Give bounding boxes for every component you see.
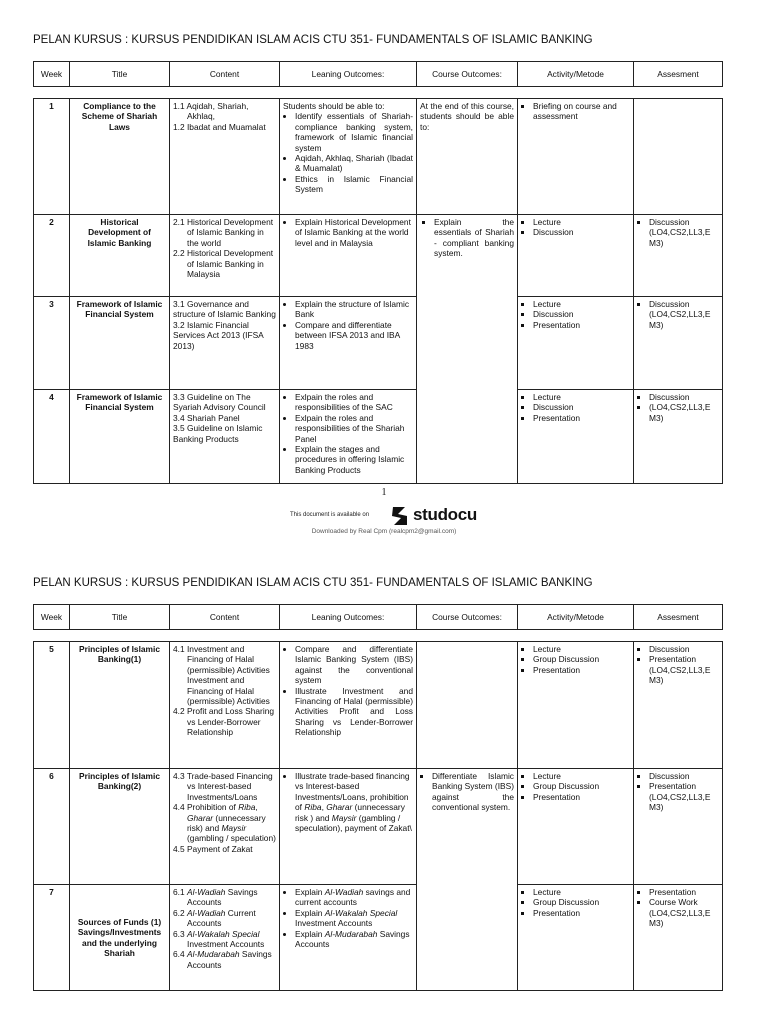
row-course-outcomes: ▪ Explain the essentials of Shariah - compliant banking system. <box>417 215 518 484</box>
available-on-text: This document is available on <box>290 512 370 518</box>
row-activity: ▪ Lecture ▪ Group Discussion ▪ Presentation <box>518 885 634 991</box>
week-number: 2 <box>34 215 70 297</box>
table-row <box>34 99 723 215</box>
row-activity: ▪ Lecture ▪ Discussion <box>518 215 634 297</box>
studocu-logo-icon <box>390 505 410 527</box>
row-learning-outcomes: • Illustrate trade-based financing vs Interest-based Investments/Loans, prohibition of Riba, Gharar (unnecessary risk ) and Maysir (gambling / speculation), payment of Zakat\ <box>280 769 417 885</box>
row-learning-outcomes: Students should be able to: • Identify essentials of Shariah-compliance banking system, framework of Islamic financial system • Aqidah, Akhlaq, Shariah (Ibadat & Muamalat) • Ethics in Islamic Financial System <box>280 99 417 215</box>
row-title: Principles of Islamic Banking(2) <box>70 769 170 885</box>
table-row <box>34 215 723 297</box>
table-row <box>34 769 723 885</box>
header-content: Content <box>170 62 280 87</box>
row-activity: ▪ Lecture ▪ Discussion ▪ Presentation <box>518 297 634 390</box>
course-plan-table-page-2 <box>33 641 723 991</box>
header-assessment: Assesment <box>634 605 723 630</box>
header-week: Week <box>34 62 70 87</box>
header-content: Content <box>170 605 280 630</box>
header-table-page-2 <box>33 604 723 630</box>
studocu-brand-text: studocu <box>413 505 478 524</box>
row-content: 1.1 Aqidah, Shariah, Akhlaq, 1.2 Ibadat and Muamalat <box>170 99 280 215</box>
row-course-outcomes: At the end of this course, students should be able to: <box>417 99 518 215</box>
row-assessment: ▪ Presentation ▪ Course Work (LO4,CS2,LL3,E M3) <box>634 885 723 991</box>
header-course-outcomes: Course Outcomes: <box>417 62 518 87</box>
table-row <box>34 642 723 769</box>
header-learning-outcomes: Leaning Outcomes: <box>280 605 417 630</box>
downloaded-by-text: Downloaded by Real Cpm (realcpm2@gmail.com) <box>311 528 457 535</box>
row-learning-outcomes: • Explain the structure of Islamic Bank • Compare and differentiate between IFSA 2013 and IBA 1983 <box>280 297 417 390</box>
row-content: 6.1 Al-Wadiah Savings Accounts 6.2 Al-Wadiah Current Accounts 6.3 Al-Wakalah Special Investment Accounts 6.4 Al-Mudarabah Savings Accounts <box>170 885 280 991</box>
document-title-page-2: PELAN KURSUS : KURSUS PENDIDIKAN ISLAM ACIS CTU 351- FUNDAMENTALS OF ISLAMIC BANKING <box>33 577 593 589</box>
row-title: Compliance to the Scheme of Shariah Laws <box>70 99 170 215</box>
week-number: 7 <box>34 885 70 991</box>
row-content: 4.1 Investment and Financing of Halal (permissible) Activities Investment and Financing of Halal (permissible) Activities 4.2 Profit and Loss Sharing vs Lender-Borrower Relationship <box>170 642 280 769</box>
table-row <box>34 390 723 484</box>
row-assessment: ▪ Discussion ▪ Presentation (LO4,CS2,LL3,E M3) <box>634 769 723 885</box>
week-number: 6 <box>34 769 70 885</box>
row-title: Framework of Islamic Financial System <box>70 297 170 390</box>
row-content: 2.1 Historical Development of Islamic Banking in the world 2.2 Historical Development of Islamic Banking in Malaysia <box>170 215 280 297</box>
table-row <box>34 297 723 390</box>
page-number: 1 <box>381 487 387 498</box>
header-learning-outcomes: Leaning Outcomes: <box>280 62 417 87</box>
studocu-logo[interactable] <box>390 504 480 528</box>
row-learning-outcomes: • Exlpain the roles and responsibilities of the SAC • Exlpain the roles and responsibilities of the Shariah Panel • Explain the stages and procedures in offering Islamic Banking Products <box>280 390 417 484</box>
header-activity: Activity/Metode <box>518 62 634 87</box>
row-title: Principles of Islamic Banking(1) <box>70 642 170 769</box>
row-learning-outcomes: • Explain Historical Development of Islamic Banking at the world level and in Malaysia <box>280 215 417 297</box>
week-number: 3 <box>34 297 70 390</box>
row-activity: ▪ Lecture ▪ Discussion ▪ Presentation <box>518 390 634 484</box>
header-activity: Activity/Metode <box>518 605 634 630</box>
row-activity: ▪ Lecture ▪ Group Discussion ▪ Presentation <box>518 769 634 885</box>
header-table <box>33 61 723 87</box>
row-content: 4.3 Trade-based Financing vs Interest-based Investments/Loans 4.4 Prohibition of Riba, Gharar (unnecessary risk) and Maysir (gambling / speculation) 4.5 Payment of Zakat <box>170 769 280 885</box>
row-title: Historical Development of Islamic Banking <box>70 215 170 297</box>
row-course-outcomes: ▪ Differentiate Islamic Banking System (IBS) against the conventional system. <box>417 769 518 991</box>
document-title: PELAN KURSUS : KURSUS PENDIDIKAN ISLAM ACIS CTU 351- FUNDAMENTALS OF ISLAMIC BANKING <box>33 34 593 46</box>
row-title: Sources of Funds (1) Savings/Investments and the underlying Shariah <box>70 885 170 991</box>
header-week: Week <box>34 605 70 630</box>
row-assessment: ▪ Discussion ▪ (LO4,CS2,LL3,E M3) <box>634 390 723 484</box>
row-learning-outcomes: • Explain Al-Wadiah savings and current accounts • Explain Al-Wakalah Special Investment Accounts • Explain Al-Mudarabah Savings Accounts <box>280 885 417 991</box>
header-assessment: Assesment <box>634 62 723 87</box>
row-assessment: ▪ Discussion ▪ Presentation (LO4,CS2,LL3,E M3) <box>634 642 723 769</box>
week-number: 5 <box>34 642 70 769</box>
row-learning-outcomes: • Compare and differentiate Islamic Banking System (IBS) against the conventional system • Illustrate Investment and Financing of Halal (permissible) Activities Profit and Loss Sharing vs Lender-Borrower Relationship <box>280 642 417 769</box>
row-course-outcomes <box>417 642 518 769</box>
row-assessment: ▪ Discussion (LO4,CS2,LL3,E M3) <box>634 215 723 297</box>
course-plan-table-page-1 <box>33 98 723 484</box>
header-title: Title <box>70 605 170 630</box>
row-title: Framework of Islamic Financial System <box>70 390 170 484</box>
header-course-outcomes: Course Outcomes: <box>417 605 518 630</box>
studocu-banner <box>0 504 768 530</box>
row-assessment: ▪ Discussion (LO4,CS2,LL3,E M3) <box>634 297 723 390</box>
week-number: 1 <box>34 99 70 215</box>
row-activity: ▪ Lecture ▪ Group Discussion ▪ Presentation <box>518 642 634 769</box>
row-content: 3.1 Governance and structure of Islamic Banking 3.2 Islamic Financial Services Act 2013 (IFSA 2013) <box>170 297 280 390</box>
header-title: Title <box>70 62 170 87</box>
week-number: 4 <box>34 390 70 484</box>
row-assessment <box>634 99 723 215</box>
table-row <box>34 885 723 991</box>
row-activity: ▪ Briefing on course and assessment <box>518 99 634 215</box>
row-content: 3.3 Guideline on The Syariah Advisory Council 3.4 Shariah Panel 3.5 Guideline on Islamic Banking Products <box>170 390 280 484</box>
